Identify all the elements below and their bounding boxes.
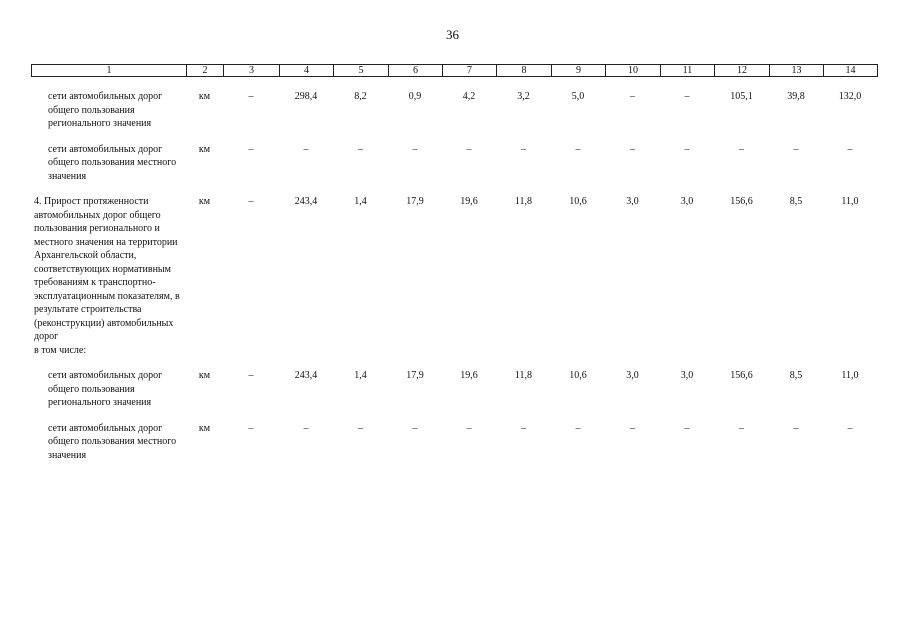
cell-value: –	[793, 143, 799, 155]
row-unit: км	[198, 196, 211, 207]
cell-value: 8,5	[789, 196, 803, 207]
table-row	[31, 195, 877, 344]
table-row	[31, 143, 877, 196]
row-label: сети автомобильных дорог общего пользования местного значения	[48, 422, 177, 461]
cell-value: 11,8	[514, 196, 533, 207]
cell-value: 19,6	[460, 196, 478, 207]
cell-value: –	[248, 143, 254, 155]
cell-value: –	[847, 143, 853, 155]
cell-value: 3,0	[680, 196, 694, 207]
row-label: сети автомобильных дорог общего пользования местного значения	[48, 143, 177, 182]
row-unit	[186, 344, 223, 370]
cell-value: –	[358, 143, 363, 155]
cell-value: 19,6	[460, 370, 478, 381]
cell-value: 0,9	[408, 91, 422, 102]
cell-value: –	[248, 370, 254, 381]
cell-value	[223, 344, 279, 370]
cell-value: 11,8	[514, 370, 533, 381]
cell-value: 11,0	[841, 196, 859, 207]
row-label: сети автомобильных дорог общего пользования регионального значения	[48, 370, 163, 408]
cell-value: –	[412, 422, 418, 434]
cell-value: –	[630, 91, 635, 102]
cell-value: 1,4	[354, 370, 367, 381]
cell-value: 105,1	[730, 91, 753, 102]
cell-value: –	[303, 422, 309, 434]
cell-value: 39,8	[787, 91, 805, 102]
cell-value: –	[466, 422, 472, 434]
cell-value: 156,6	[730, 196, 753, 207]
cell-value: –	[303, 143, 309, 155]
cell-value: –	[684, 91, 690, 102]
cell-value: 3,0	[680, 370, 694, 381]
column-header-5: 5	[334, 65, 389, 77]
cell-value: 3,0	[626, 370, 639, 381]
row-unit: км	[198, 370, 211, 381]
cell-value: –	[739, 143, 744, 155]
cell-value: –	[630, 143, 635, 155]
cell-value: 10,6	[569, 370, 587, 381]
cell-value: –	[521, 143, 526, 155]
cell-value: –	[248, 91, 254, 102]
cell-value: 3,0	[626, 196, 639, 207]
cell-value: 10,6	[569, 196, 587, 207]
cell-value: –	[521, 422, 526, 434]
column-header-10: 10	[606, 65, 661, 77]
cell-value	[551, 344, 605, 370]
cell-value	[333, 344, 388, 370]
cell-value: 4,2	[462, 91, 476, 102]
column-header-14: 14	[824, 65, 878, 77]
cell-value: –	[358, 422, 363, 434]
cell-value	[605, 344, 660, 370]
cell-value: 3,2	[517, 91, 530, 102]
column-header-6: 6	[389, 65, 443, 77]
cell-value: 11,0	[841, 370, 859, 381]
cell-value: 1,4	[354, 196, 367, 207]
cell-value: –	[575, 143, 581, 155]
cell-value: 243,4	[294, 370, 318, 381]
cell-value	[388, 344, 442, 370]
row-unit: км	[198, 91, 211, 102]
cell-value	[496, 344, 551, 370]
row-unit: км	[198, 422, 211, 434]
column-header-1: 1	[32, 65, 187, 77]
cell-value: 17,9	[406, 370, 424, 381]
column-header-12: 12	[715, 65, 770, 77]
cell-value: –	[684, 143, 690, 155]
data-table	[31, 90, 877, 462]
column-header-8: 8	[497, 65, 552, 77]
cell-value	[769, 344, 823, 370]
cell-value: –	[466, 143, 472, 155]
cell-value: –	[793, 422, 799, 434]
column-header-3: 3	[224, 65, 280, 77]
table-row	[31, 369, 877, 422]
cell-value: –	[575, 422, 581, 434]
cell-value: –	[847, 422, 853, 434]
cell-value: –	[412, 143, 418, 155]
column-header-row	[31, 64, 878, 77]
cell-value: –	[739, 422, 744, 434]
column-header-7: 7	[443, 65, 497, 77]
cell-value: –	[630, 422, 635, 434]
cell-value	[714, 344, 769, 370]
cell-value: –	[684, 422, 690, 434]
column-header-2: 2	[187, 65, 224, 77]
cell-value: 17,9	[406, 196, 424, 207]
cell-value	[279, 344, 333, 370]
page-number: 36	[446, 27, 459, 42]
table-row	[31, 344, 877, 370]
table-row	[31, 90, 877, 143]
column-header-11: 11	[661, 65, 715, 77]
row-label: 4. Прирост протяженности автомобильных дорог общего пользования регионального и местного значения на территории Архангельской области, соответствующих нормативным требованиям к транспортно-эксплуатационным показателям, в результате строительства (реконструкции) автомобильных дорог	[34, 196, 180, 342]
cell-value	[442, 344, 496, 370]
cell-value: 243,4	[294, 196, 318, 207]
row-unit: км	[198, 143, 211, 155]
column-header-9: 9	[552, 65, 606, 77]
column-header-13: 13	[770, 65, 824, 77]
table-row	[31, 422, 877, 463]
cell-value: –	[248, 422, 254, 434]
cell-value: 5,0	[571, 91, 585, 102]
cell-value: 8,2	[354, 91, 367, 102]
row-label: сети автомобильных дорог общего пользования регионального значения	[48, 91, 163, 129]
cell-value: 156,6	[730, 370, 753, 381]
cell-value: 298,4	[294, 91, 318, 102]
cell-value: –	[248, 196, 254, 207]
cell-value	[660, 344, 714, 370]
row-label: в том числе:	[34, 344, 87, 356]
cell-value: 132,0	[838, 91, 862, 102]
cell-value	[823, 344, 877, 370]
column-header-4: 4	[280, 65, 334, 77]
cell-value: 8,5	[789, 370, 803, 381]
